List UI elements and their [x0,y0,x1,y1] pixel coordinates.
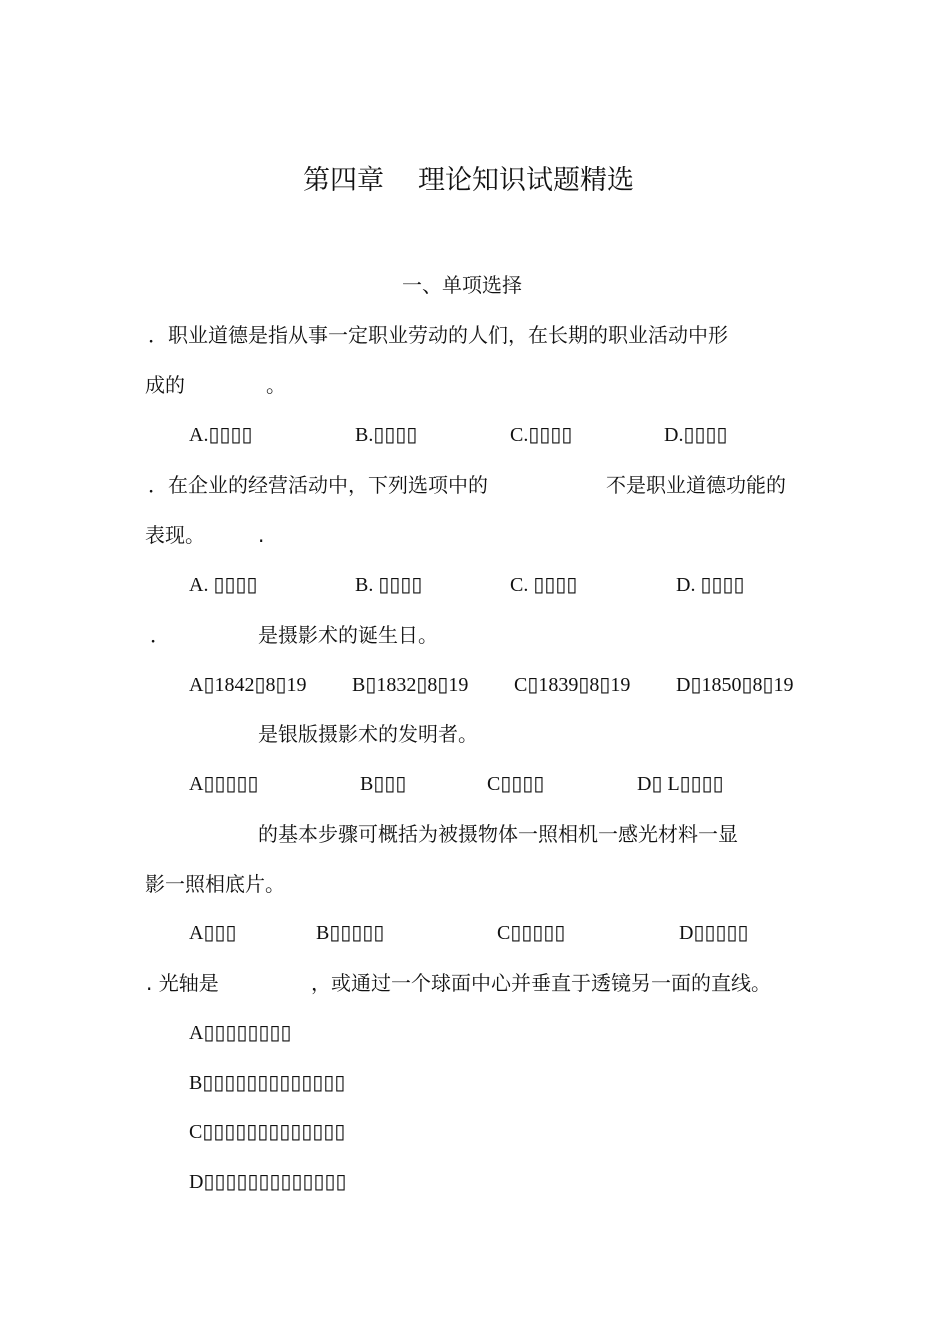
question-3-option-b: B▯1832▯8▯19 [352,674,469,696]
question-4-option-d: D▯ L▯▯▯▯ [637,773,724,795]
question-1-option-b: B.▯▯▯▯ [355,424,418,446]
question-3-text: 是摄影术的诞生日。 [258,623,438,647]
question-1-option-d: D.▯▯▯▯ [664,424,728,446]
question-4-option-b: B▯▯▯ [360,773,407,795]
question-5-option-a: A▯▯▯ [189,922,237,944]
question-6-option-d: D▯▯▯▯▯▯▯▯▯▯▯▯▯ [189,1171,347,1193]
question-5-line-1: 的基本步骤可概括为被摄物体一照相机一感光材料一显 [258,822,738,846]
question-6-option-b: B▯▯▯▯▯▯▯▯▯▯▯▯▯ [189,1072,346,1094]
question-5-option-c: C▯▯▯▯▯ [497,922,566,944]
question-6-line-1-b: ，或通过一个球面中心并垂直于透镜另一面的直线。 [311,971,771,995]
question-2-line-1-a: ．在企业的经营活动中，下列选项中的 [148,473,488,497]
question-2-option-b: B. ▯▯▯▯ [355,574,423,596]
question-6-option-c: C▯▯▯▯▯▯▯▯▯▯▯▯▯ [189,1121,346,1143]
question-2-option-d: D. ▯▯▯▯ [676,574,745,596]
question-3-option-a: A▯1842▯8▯19 [189,674,307,696]
section-heading: 一、单项选择 [402,273,522,297]
question-5-option-d: D▯▯▯▯▯ [679,922,749,944]
question-2-option-a: A. ▯▯▯▯ [189,574,258,596]
question-3-option-c: C▯1839▯8▯19 [514,674,631,696]
question-3-option-d: D▯1850▯8▯19 [676,674,794,696]
question-2-line-2: 表现。 [145,523,205,547]
question-5-option-b: B▯▯▯▯▯ [316,922,385,944]
question-2-line-1-b: 不是职业道德功能的 [606,473,786,497]
question-1-line-1: ．职业道德是指从事一定职业劳动的人们，在长期的职业活动中形 [148,323,728,347]
question-1-option-c: C.▯▯▯▯ [510,424,573,446]
question-2-option-c: C. ▯▯▯▯ [510,574,578,596]
question-4-option-c: C▯▯▯▯ [487,773,545,795]
question-4-option-a: A▯▯▯▯▯ [189,773,259,795]
question-1-option-a: A.▯▯▯▯ [189,424,253,446]
question-3-dot: ． [150,623,170,647]
question-5-line-2: 影一照相底片。 [145,872,285,896]
question-4-text: 是银版摄影术的发明者。 [258,722,478,746]
question-6-line-1-a: . 光轴是 [146,971,219,995]
question-2-line-2-dot: . [258,523,265,547]
question-6-option-a: A▯▯▯▯▯▯▯▯ [189,1022,292,1044]
question-1-line-2-end: 。 [266,373,286,397]
question-1-line-2: 成的 [145,373,185,397]
chapter-number: 第四章 [303,165,384,196]
chapter-title: 理论知识试题精选 [418,165,634,196]
